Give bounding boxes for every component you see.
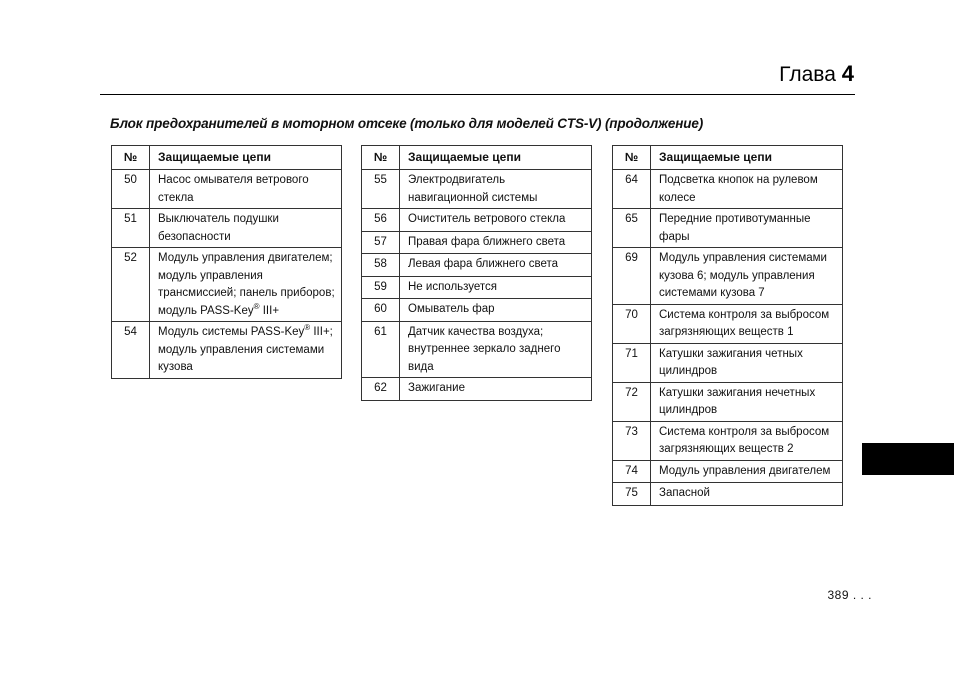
- fuse-number: 70: [613, 304, 651, 343]
- fuse-circuits: Очиститель ветрового стекла: [400, 209, 592, 232]
- table-row: [112, 248, 342, 322]
- fuse-number: 62: [362, 378, 400, 401]
- table-header-row: [613, 146, 843, 170]
- table-row: [613, 460, 843, 483]
- fuse-table-1: [111, 145, 342, 379]
- fuse-number: 57: [362, 231, 400, 254]
- fuse-number: 69: [613, 248, 651, 305]
- table-row: [362, 170, 592, 209]
- fuse-number: 65: [613, 209, 651, 248]
- column-header-circuits: Защищаемые цепи: [651, 146, 843, 170]
- fuse-circuits: [150, 248, 342, 322]
- header-divider: [100, 94, 855, 95]
- fuse-number: 61: [362, 321, 400, 378]
- chapter-heading: [779, 60, 854, 89]
- fuse-circuits: Катушки зажигания четных цилиндров: [651, 343, 843, 382]
- fuse-number: 52: [112, 248, 150, 322]
- table-row: [112, 170, 342, 209]
- fuse-number: 60: [362, 299, 400, 322]
- table-row: [362, 321, 592, 378]
- fuse-circuits: Система контроля за выбросом загрязняющих веществ 2: [651, 421, 843, 460]
- fuse-circuits-text-end: III+: [259, 304, 280, 317]
- fuse-circuits: Зажигание: [400, 378, 592, 401]
- fuse-table-2: [361, 145, 592, 401]
- table-row: [112, 209, 342, 248]
- fuse-number: 74: [613, 460, 651, 483]
- fuse-circuits: Электродвигатель навигационной системы: [400, 170, 592, 209]
- fuse-number: 59: [362, 276, 400, 299]
- fuse-number: 51: [112, 209, 150, 248]
- fuse-circuits: Модуль управления системами кузова 6; модуль управления системами кузова 7: [651, 248, 843, 305]
- chapter-label: Глава: [779, 63, 836, 86]
- fuse-table-3: [612, 145, 843, 506]
- fuse-circuits: Выключатель подушки безопасности: [150, 209, 342, 248]
- column-header-circuits: Защищаемые цепи: [150, 146, 342, 170]
- table-row: [613, 421, 843, 460]
- fuse-circuits: Омыватель фар: [400, 299, 592, 322]
- fuse-number: 75: [613, 483, 651, 506]
- table-row: [613, 209, 843, 248]
- chapter-number: 4: [841, 61, 854, 86]
- table-header-row: [362, 146, 592, 170]
- fuse-circuits: Правая фара ближнего света: [400, 231, 592, 254]
- fuse-circuits-text: Модуль управления двигателем; модуль управления трансмиссией; панель приборов; модуль PASS-Key: [158, 252, 335, 317]
- page-number: 389 . . .: [827, 588, 872, 602]
- fuse-circuits: Катушки зажигания нечетных цилиндров: [651, 382, 843, 421]
- table-row: [362, 378, 592, 401]
- table-row: [613, 483, 843, 506]
- fuse-number: 64: [613, 170, 651, 209]
- column-header-number: №: [362, 146, 400, 170]
- fuse-circuits-text-end: III+; модуль управления системами кузова: [158, 326, 333, 373]
- column-header-number: №: [112, 146, 150, 170]
- column-header-number: №: [613, 146, 651, 170]
- fuse-circuits: Левая фара ближнего света: [400, 254, 592, 277]
- table-row: [613, 382, 843, 421]
- fuse-circuits: Передние противотуманные фары: [651, 209, 843, 248]
- table-row: [362, 209, 592, 232]
- fuse-number: 54: [112, 322, 150, 379]
- table-row: [613, 170, 843, 209]
- fuse-circuits: Насос омывателя ветрового стекла: [150, 170, 342, 209]
- fuse-number: 50: [112, 170, 150, 209]
- registered-mark: ®: [253, 301, 260, 311]
- table-row: [362, 254, 592, 277]
- registered-mark: ®: [304, 323, 311, 333]
- table-row: [362, 299, 592, 322]
- fuse-number: 71: [613, 343, 651, 382]
- fuse-circuits: Подсветка кнопок на рулевом колесе: [651, 170, 843, 209]
- column-header-circuits: Защищаемые цепи: [400, 146, 592, 170]
- fuse-circuits: Датчик качества воздуха; внутреннее зеркало заднего вида: [400, 321, 592, 378]
- table-row: [613, 304, 843, 343]
- table-row: [362, 231, 592, 254]
- table-row: [613, 248, 843, 305]
- fuse-circuits: Модуль управления двигателем: [651, 460, 843, 483]
- table-header-row: [112, 146, 342, 170]
- fuse-circuits: Система контроля за выбросом загрязняющих веществ 1: [651, 304, 843, 343]
- fuse-number: 56: [362, 209, 400, 232]
- chapter-tab-marker: [862, 443, 954, 475]
- fuse-number: 73: [613, 421, 651, 460]
- fuse-circuits: [150, 322, 342, 379]
- fuse-number: 58: [362, 254, 400, 277]
- fuse-number: 72: [613, 382, 651, 421]
- table-row: [112, 322, 342, 379]
- table-row: [362, 276, 592, 299]
- fuse-circuits-text: Модуль системы PASS-Key: [158, 326, 305, 338]
- table-row: [613, 343, 843, 382]
- fuse-circuits: Запасной: [651, 483, 843, 506]
- section-title: Блок предохранителей в моторном отсеке (только для моделей CTS-V) (продолжение): [110, 116, 704, 131]
- fuse-number: 55: [362, 170, 400, 209]
- fuse-circuits: Не используется: [400, 276, 592, 299]
